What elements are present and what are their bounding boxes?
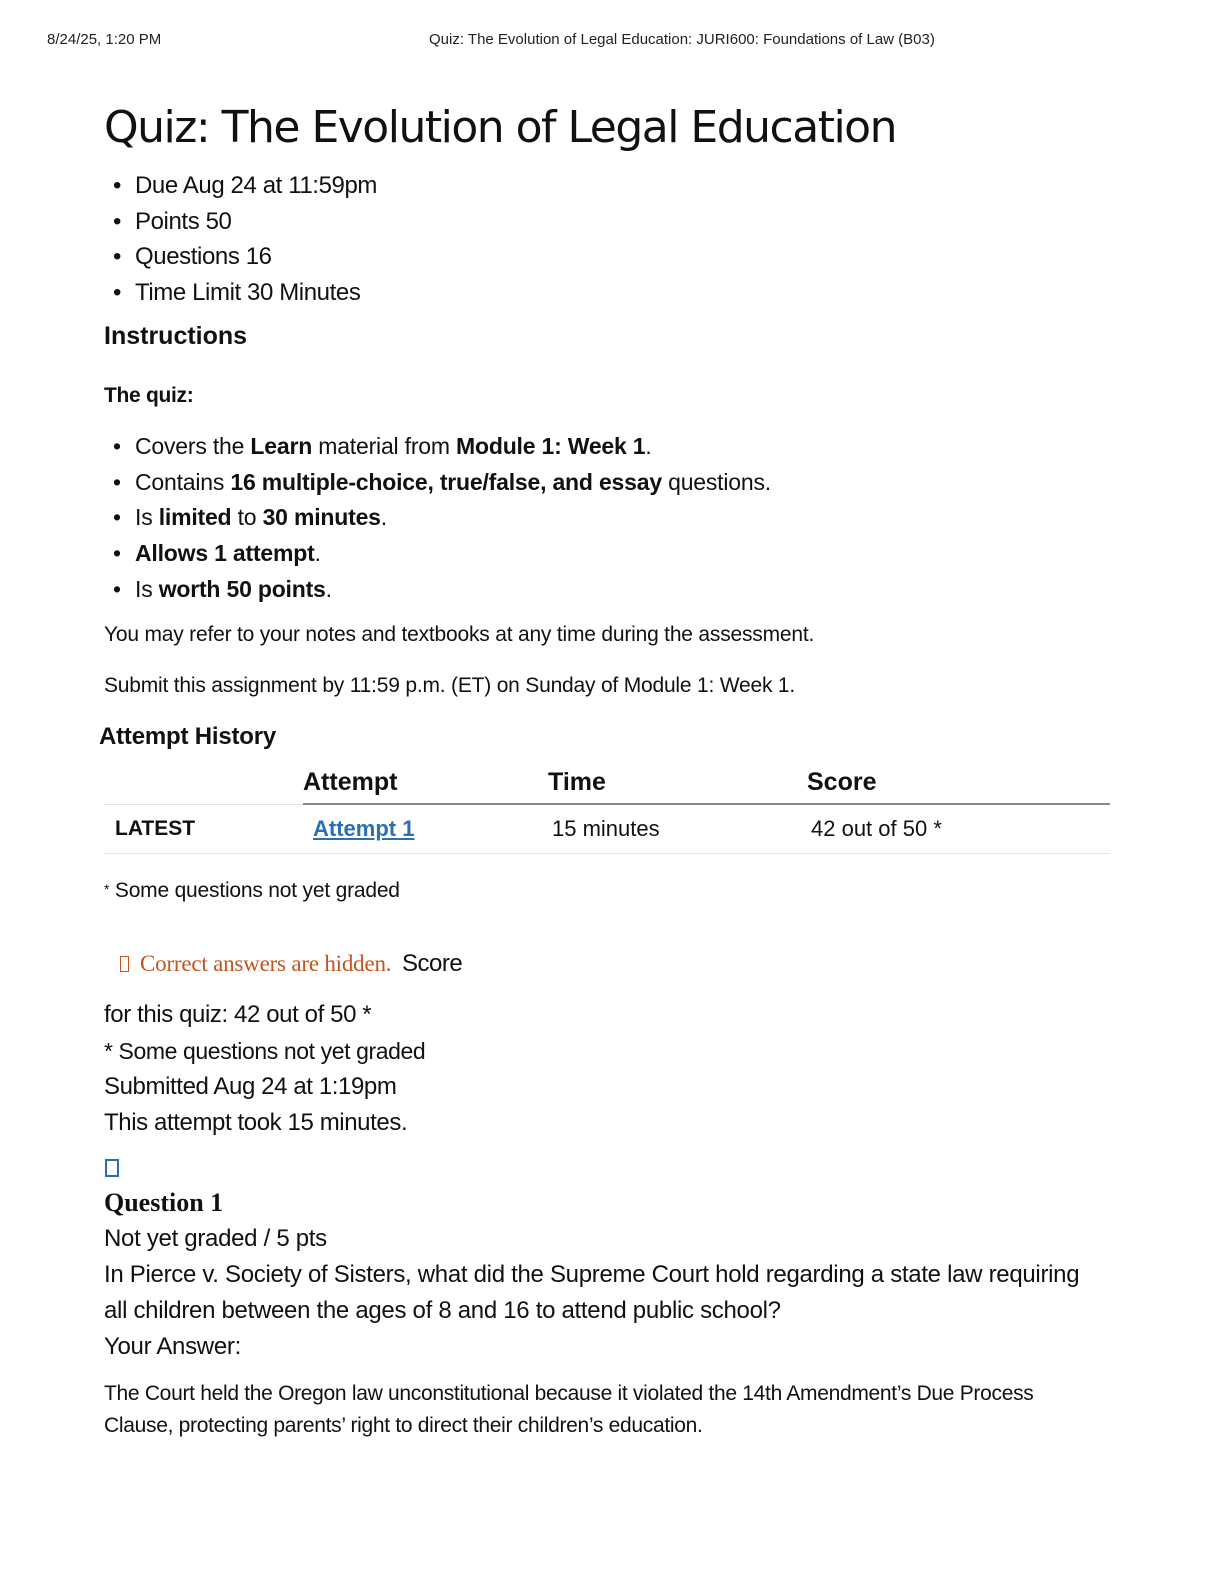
flag-question-icon[interactable]: [105, 1159, 119, 1177]
due-date: • Due Aug 24 at 11:59pm: [104, 168, 1114, 204]
column-header-score: Score: [807, 761, 1110, 804]
notes-paragraph: You may refer to your notes and textbooks at any time during the assessment.: [104, 623, 815, 647]
footnote-text: Some questions not yet graded: [109, 879, 400, 903]
attempt-time: 15 minutes: [548, 804, 807, 854]
instruction-item: [104, 536, 1114, 572]
attempt-history-table: [104, 761, 1110, 854]
score-label: Score: [402, 950, 463, 978]
instruction-text: to: [231, 504, 263, 531]
attempt-1-link[interactable]: Attempt 1: [313, 816, 415, 842]
instruction-text: material from: [312, 432, 457, 459]
instruction-emphasis: Allows 1 attempt: [135, 539, 315, 566]
quiz-content: [99, 92, 1114, 1442]
not-graded-footnote: [104, 874, 1114, 906]
question-text-line-1: In Pierce v. Society of Sisters, what did the Supreme Court hold regarding a state law requiring: [104, 1261, 1080, 1289]
instruction-emphasis: Learn: [250, 432, 313, 459]
attempt-score: 42 out of 50 *: [807, 804, 1110, 854]
instruction-text: Contains: [135, 468, 231, 495]
instruction-emphasis: 30 minutes: [262, 504, 381, 531]
latest-label: LATEST: [104, 804, 303, 854]
instruction-item: [104, 429, 1114, 465]
print-header: [0, 31, 1224, 51]
submit-paragraph: Submit this assignment by 11:59 p.m. (ET) on Sunday of Module 1: Week 1.: [104, 674, 796, 698]
print-page-title: Quiz: The Evolution of Legal Education: JURI600: Foundations of Law (B03): [429, 31, 935, 48]
question-status: Not yet graded / 5 pts: [104, 1225, 327, 1253]
instruction-text: .: [645, 432, 652, 459]
table-row: [104, 804, 1110, 854]
column-header-time: Time: [548, 761, 807, 804]
table-header-row: [104, 761, 1110, 804]
instruction-text: .: [380, 504, 387, 531]
answer-text: [104, 1378, 1114, 1442]
your-answer-label: Your Answer:: [104, 1333, 241, 1361]
instruction-emphasis: limited: [158, 504, 232, 531]
instruction-text: questions.: [661, 468, 771, 495]
table-header-blank: [104, 761, 303, 804]
instruction-text: .: [314, 539, 321, 566]
instruction-emphasis: Module 1: Week 1: [456, 432, 646, 459]
instructions-subheading: The quiz:: [104, 383, 194, 407]
quiz-details-list: [104, 168, 1114, 311]
footnote-star: *: [104, 881, 110, 898]
column-header-attempt: Attempt: [303, 761, 548, 804]
instruction-text: .: [325, 575, 332, 602]
instruction-text: Is: [135, 575, 159, 602]
instruction-item: [104, 465, 1114, 501]
question-title: Question 1: [104, 1188, 224, 1218]
answer-line-2: Clause, protecting parents’ right to direct their children’s education.: [104, 1414, 703, 1438]
warning-icon: [120, 956, 129, 972]
question-body: [104, 1221, 1114, 1365]
question-text-line-2: all children between the ages of 8 and 16 to attend public school?: [104, 1297, 781, 1325]
correct-answers-hidden-text: Correct answers are hidden.: [140, 951, 392, 977]
quiz-title: Quiz: The Evolution of Legal Education: [104, 102, 896, 153]
submitted-time: Submitted Aug 24 at 1:19pm: [104, 1073, 397, 1101]
not-graded-note: * Some questions not yet graded: [104, 1038, 426, 1065]
attempt-duration: This attempt took 15 minutes.: [104, 1109, 408, 1137]
correct-answers-notice: [104, 946, 1114, 982]
instructions-heading: Instructions: [104, 321, 248, 350]
attempt-history-heading: Attempt History: [99, 723, 277, 751]
instruction-item: [104, 572, 1114, 608]
question-count: • Questions 16: [104, 239, 1114, 275]
quiz-score: for this quiz: 42 out of 50 *: [104, 1001, 372, 1029]
instruction-text: Is: [135, 504, 159, 531]
points: • Points 50: [104, 204, 1114, 240]
instruction-item: [104, 500, 1114, 536]
score-summary: [104, 997, 1114, 1141]
instruction-emphasis: worth 50 points: [158, 575, 326, 602]
instruction-text: Covers the: [135, 432, 251, 459]
time-limit: • Time Limit 30 Minutes: [104, 275, 1114, 311]
instructions-list: [104, 429, 1114, 608]
instruction-emphasis: 16 multiple-choice, true/false, and essay: [230, 468, 662, 495]
attempt-cell: [303, 804, 548, 854]
answer-line-1: The Court held the Oregon law unconstitutional because it violated the 14th Amendment’s Due Process: [104, 1382, 1034, 1406]
print-date: 8/24/25, 1:20 PM: [47, 31, 162, 48]
